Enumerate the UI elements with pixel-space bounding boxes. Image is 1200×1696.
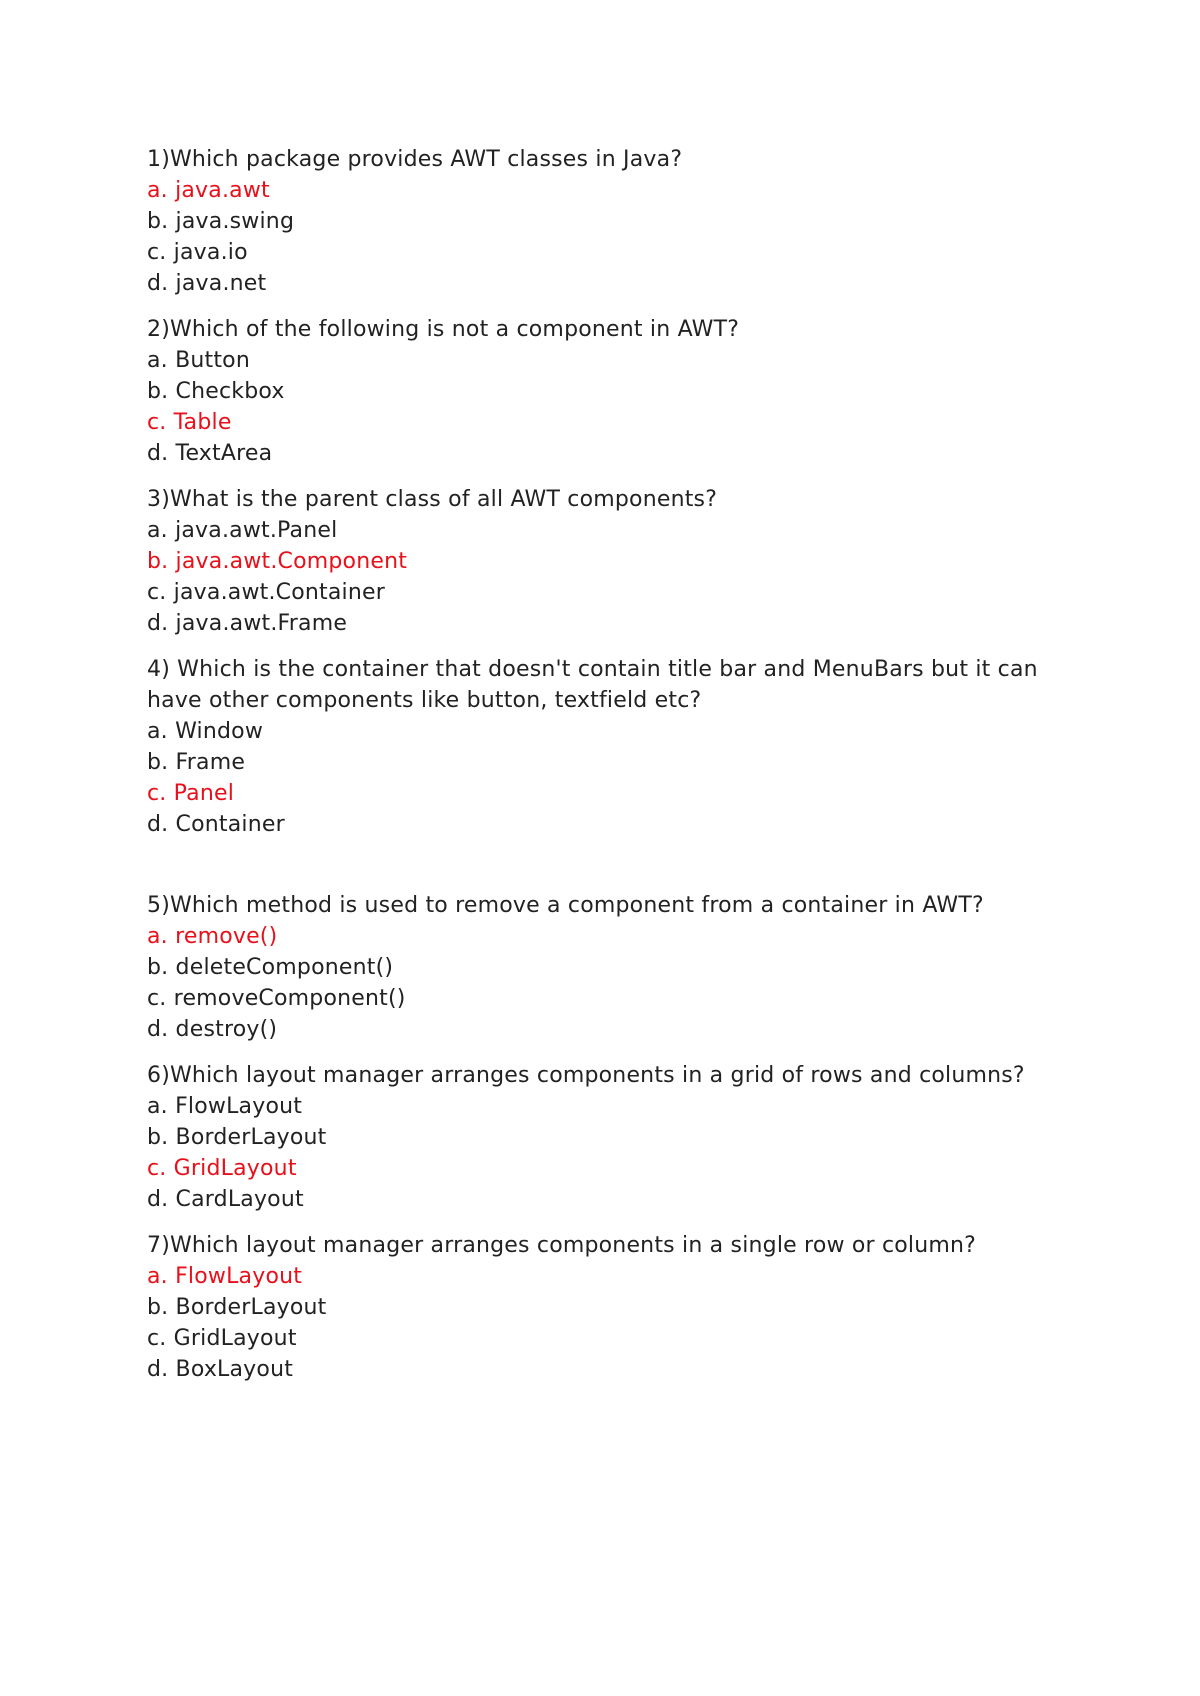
question-3-option-b: b. java.awt.Component bbox=[147, 549, 408, 574]
question-7-text: 7)Which layout manager arranges components in a single row or column? bbox=[147, 1233, 977, 1258]
question-6-option-b: b. BorderLayout bbox=[147, 1125, 327, 1150]
question-6-option-d: d. CardLayout bbox=[147, 1187, 304, 1212]
question-4-text: 4) Which is the container that doesn't contain title bar and MenuBars but it can have other components like button, textfield etc? bbox=[147, 657, 1038, 713]
question-6 bbox=[147, 1060, 1047, 1215]
question-1-text: 1)Which package provides AWT classes in Java? bbox=[147, 147, 683, 172]
question-2-option-c: c. Table bbox=[147, 410, 232, 435]
question-3 bbox=[147, 484, 1047, 639]
question-6-option-a: a. FlowLayout bbox=[147, 1094, 303, 1119]
question-1-option-c: c. java.io bbox=[147, 240, 248, 265]
question-4-option-a: a. Window bbox=[147, 719, 264, 744]
question-3-option-c: c. java.awt.Container bbox=[147, 580, 385, 605]
question-4-option-d: d. Container bbox=[147, 812, 285, 837]
question-6-option-c: c. GridLayout bbox=[147, 1156, 297, 1181]
quiz-content bbox=[147, 144, 1047, 1400]
question-7-option-b: b. BorderLayout bbox=[147, 1295, 327, 1320]
question-7-option-c: c. GridLayout bbox=[147, 1326, 297, 1351]
question-5-option-c: c. removeComponent() bbox=[147, 986, 406, 1011]
blank-spacer bbox=[147, 855, 1047, 890]
question-1 bbox=[147, 144, 1047, 299]
question-6-text: 6)Which layout manager arranges components in a grid of rows and columns? bbox=[147, 1063, 1025, 1088]
question-7-option-d: d. BoxLayout bbox=[147, 1357, 294, 1382]
question-5-text: 5)Which method is used to remove a component from a container in AWT? bbox=[147, 893, 984, 918]
question-2-option-a: a. Button bbox=[147, 348, 250, 373]
question-3-option-d: d. java.awt.Frame bbox=[147, 611, 348, 636]
question-2-option-d: d. TextArea bbox=[147, 441, 273, 466]
question-7 bbox=[147, 1230, 1047, 1385]
question-1-option-a: a. java.awt bbox=[147, 178, 270, 203]
question-7-option-a: a. FlowLayout bbox=[147, 1264, 303, 1289]
question-2 bbox=[147, 314, 1047, 469]
question-5-option-b: b. deleteComponent() bbox=[147, 955, 394, 980]
question-5 bbox=[147, 890, 1047, 1045]
question-4-option-b: b. Frame bbox=[147, 750, 246, 775]
question-1-option-b: b. java.swing bbox=[147, 209, 295, 234]
question-4 bbox=[147, 654, 1047, 840]
question-2-text: 2)Which of the following is not a component in AWT? bbox=[147, 317, 740, 342]
question-3-text: 3)What is the parent class of all AWT components? bbox=[147, 487, 718, 512]
question-4-option-c: c. Panel bbox=[147, 781, 235, 806]
question-5-option-a: a. remove() bbox=[147, 924, 278, 949]
question-5-option-d: d. destroy() bbox=[147, 1017, 278, 1042]
question-2-option-b: b. Checkbox bbox=[147, 379, 285, 404]
question-1-option-d: d. java.net bbox=[147, 271, 267, 296]
question-3-option-a: a. java.awt.Panel bbox=[147, 518, 338, 543]
